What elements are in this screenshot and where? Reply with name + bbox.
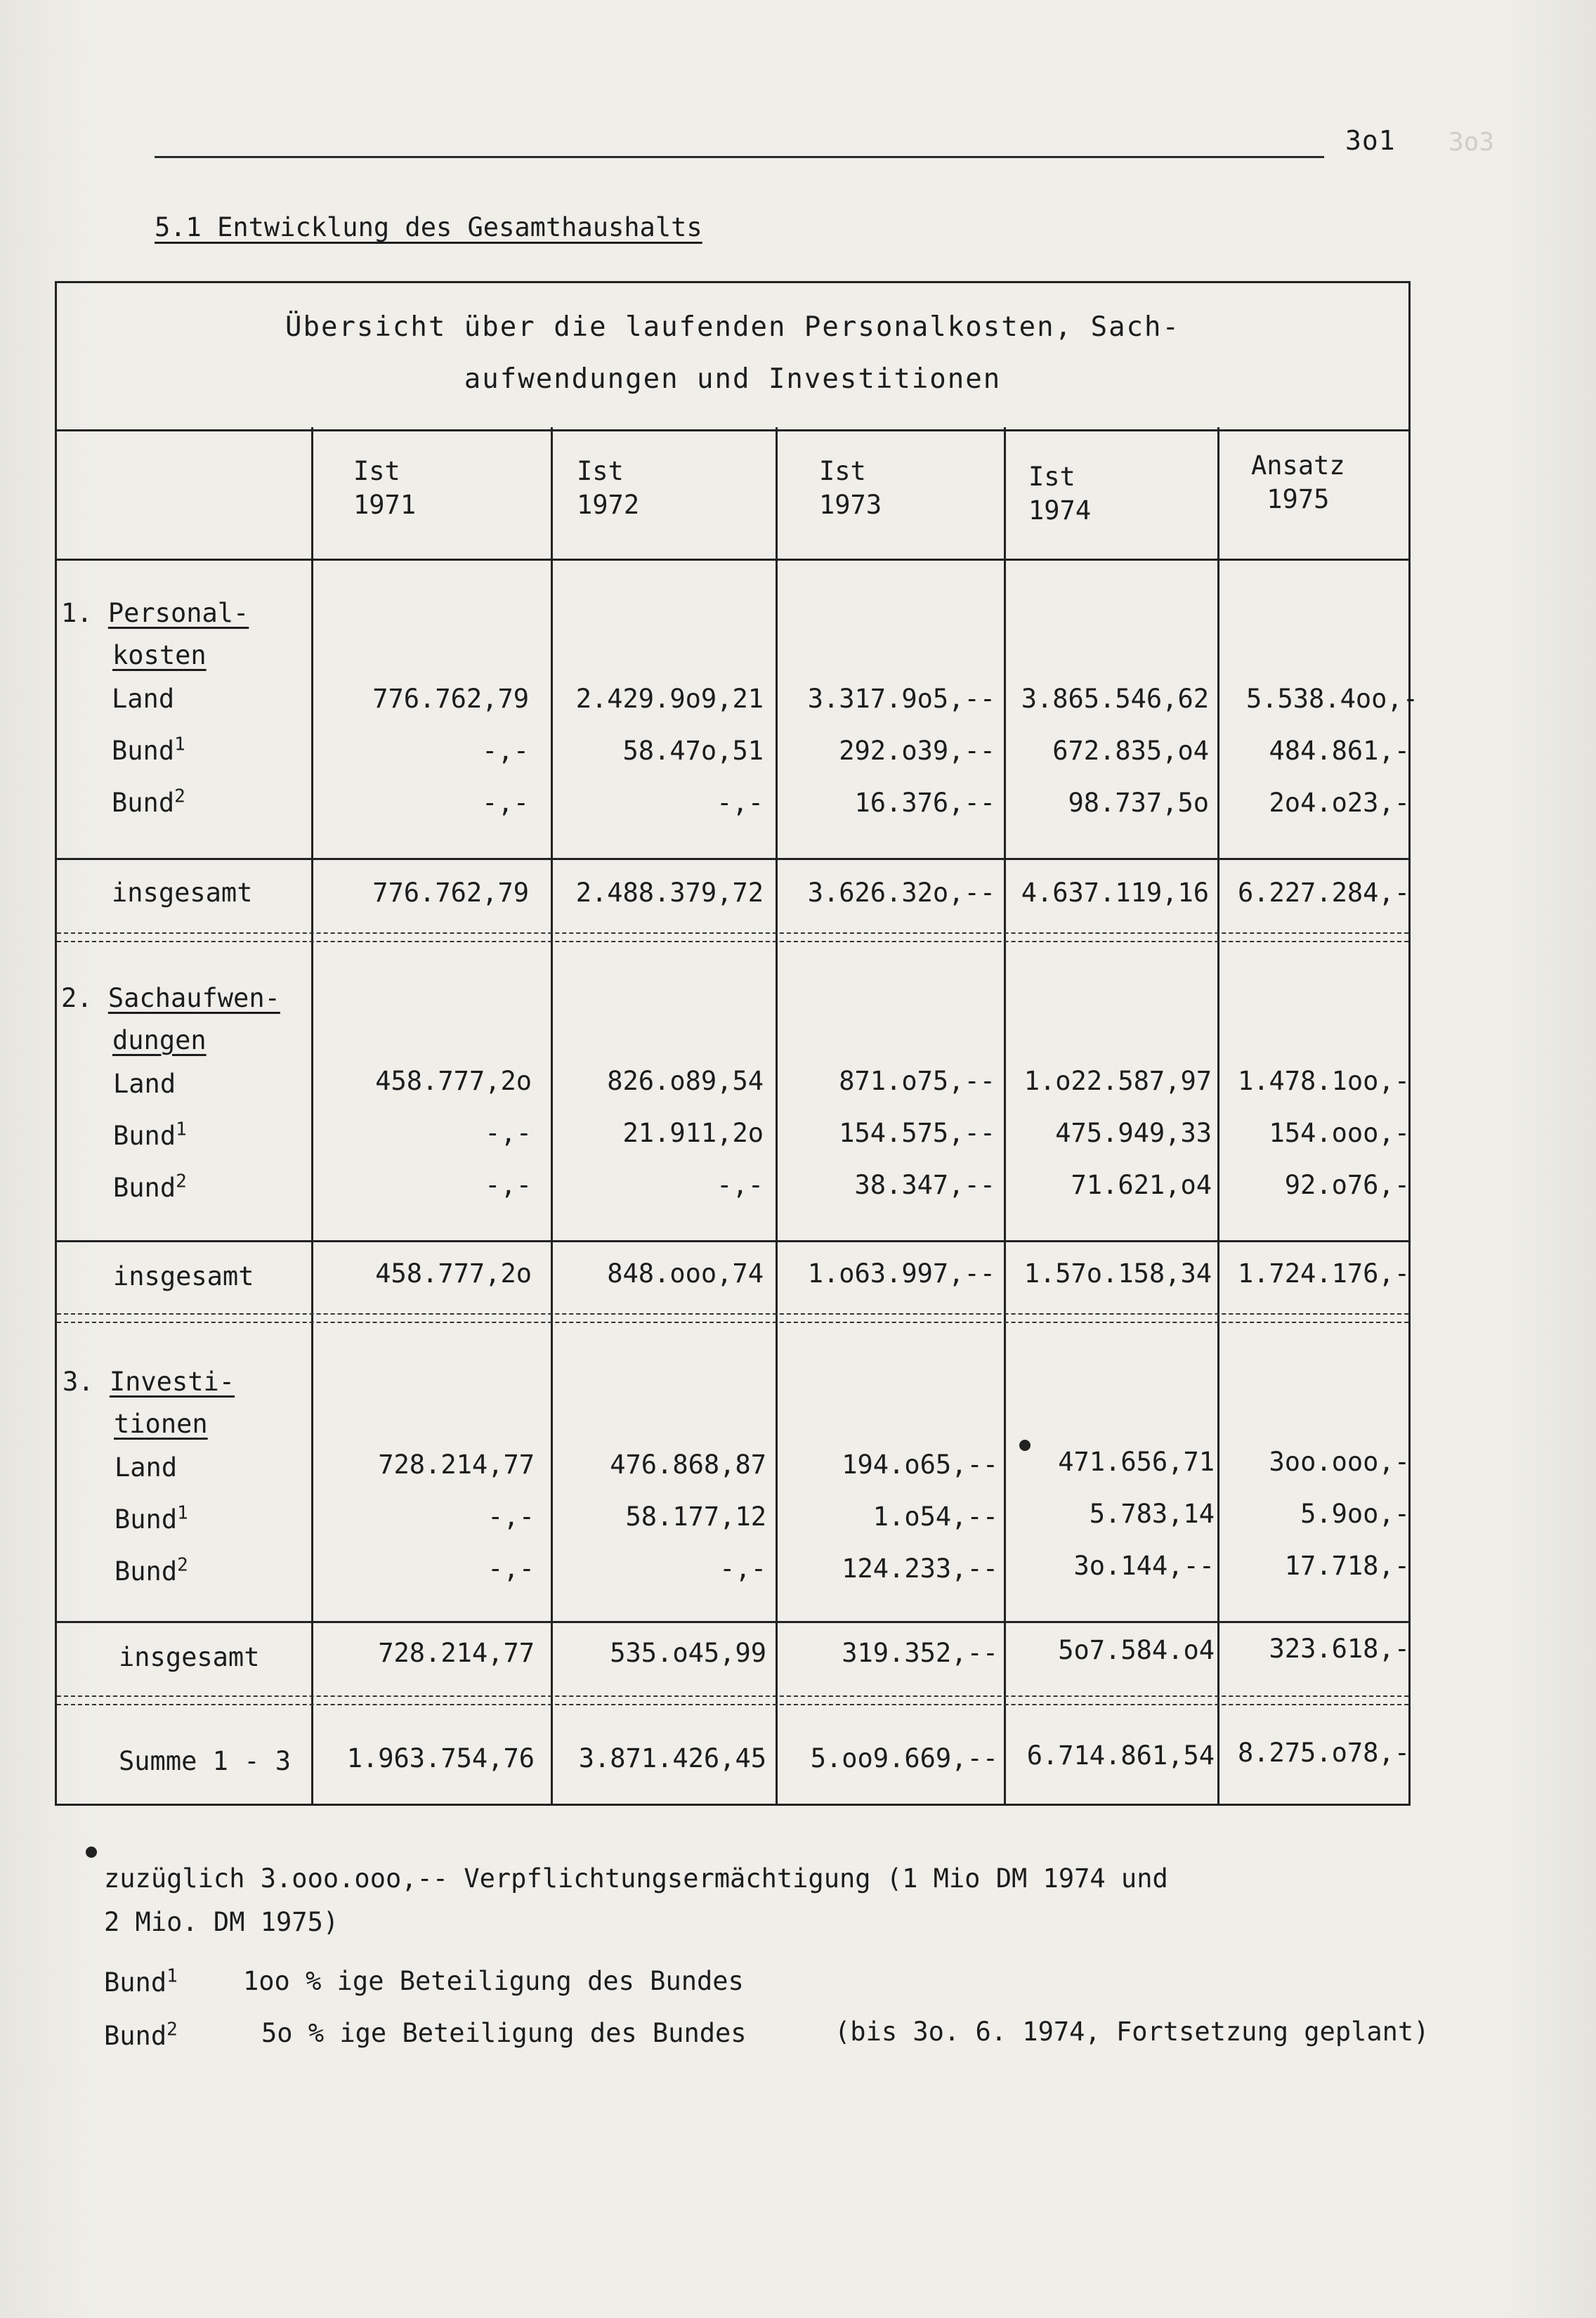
value-cell: 728.214,77: [378, 1450, 535, 1480]
total-cell: 535.o45,99: [610, 1638, 766, 1668]
value-cell: 3.317.9o5,--: [807, 684, 995, 714]
sum-cell: 3.871.426,45: [578, 1743, 766, 1773]
header-separator: [57, 559, 1408, 561]
value-cell: 776.762,79: [372, 684, 529, 714]
row-label-bund-2: Bund$^2$: [112, 786, 185, 818]
column-header-1975: Ansatz 1975: [1251, 450, 1345, 514]
value-cell: 3oo.ooo,-: [1269, 1447, 1410, 1477]
row-label-land: Land: [112, 684, 175, 714]
value-cell: 21.911,2o: [622, 1118, 764, 1148]
value-cell: 471.656,71: [1058, 1447, 1215, 1477]
row-label-land: Land: [113, 1069, 176, 1099]
value-cell: 38.347,--: [854, 1170, 995, 1200]
footnote-marker-dot: [1019, 1440, 1031, 1451]
value-cell: -,-: [488, 1554, 535, 1584]
total-cell: 1.724.176,-: [1237, 1258, 1410, 1289]
value-cell: -,-: [482, 788, 529, 818]
column-header-1973: Ist 1973: [819, 456, 882, 520]
table-title-box: [57, 283, 1408, 431]
legend-bund-1-text: 1oo % ige Beteiligung des Bundes: [243, 1966, 744, 1996]
value-cell: 475.949,33: [1055, 1118, 1212, 1148]
value-cell: -,-: [485, 1118, 532, 1148]
column-divider: [311, 427, 313, 1804]
value-cell: 2o4.o23,-: [1269, 788, 1410, 818]
subtotal-separator: [57, 858, 1408, 860]
value-cell: 92.o76,-: [1284, 1170, 1410, 1200]
total-cell: 319.352,--: [842, 1638, 998, 1668]
subtotal-separator: [57, 1621, 1408, 1623]
value-cell: 154.575,--: [839, 1118, 995, 1148]
value-cell: 58.47o,51: [622, 736, 764, 766]
bleed-through-page-number: 3o3: [1448, 128, 1495, 157]
section-double-rule: [57, 932, 1408, 942]
value-cell: 3.865.546,62: [1021, 684, 1209, 714]
value-cell: 3o.144,--: [1073, 1551, 1215, 1581]
value-cell: 826.o89,54: [607, 1066, 764, 1096]
section-double-rule: [57, 1695, 1408, 1705]
value-cell: 672.835,o4: [1052, 736, 1209, 766]
value-cell: 458.777,2o: [375, 1066, 532, 1096]
column-divider: [1004, 427, 1006, 1804]
value-cell: 5.9oo,-: [1300, 1499, 1410, 1529]
total-cell: 728.214,77: [378, 1638, 535, 1668]
total-cell: 5o7.584.o4: [1058, 1635, 1215, 1665]
column-header-1972: Ist 1972: [577, 456, 640, 520]
total-cell: 1.57o.158,34: [1023, 1258, 1212, 1289]
sum-cell: 5.oo9.669,--: [810, 1743, 998, 1773]
value-cell: -,-: [717, 788, 764, 818]
section-double-rule: [57, 1313, 1408, 1323]
total-cell: 2.488.379,72: [575, 878, 764, 908]
total-cell: 458.777,2o: [375, 1258, 532, 1289]
sum-cell: 8.275.o78,-: [1237, 1738, 1410, 1768]
value-cell: 1.o22.587,97: [1023, 1066, 1212, 1096]
value-cell: 871.o75,--: [839, 1066, 995, 1096]
legend-bund-2-text: 5o % ige Beteiligung des Bundes: [261, 2018, 747, 2048]
legend-bund-2-label: Bund$^2$: [104, 2019, 178, 2051]
header-rule: [155, 156, 1324, 158]
total-label: insgesamt: [112, 878, 253, 908]
section-3-label: 3. Investi- tionen: [63, 1367, 235, 1439]
column-header-1971: Ist 1971: [353, 456, 417, 520]
total-cell: 1.o63.997,--: [807, 1258, 995, 1289]
page-number: 3o1: [1345, 125, 1396, 156]
total-label: insgesamt: [119, 1642, 260, 1672]
table-title-line-2: aufwendungen und Investitionen: [464, 363, 1002, 395]
column-divider: [1217, 427, 1219, 1804]
budget-table: [55, 281, 1418, 1806]
value-cell: 16.376,--: [854, 788, 995, 818]
value-cell: 98.737,5o: [1068, 788, 1209, 818]
footnote-marker-dot: [86, 1847, 97, 1858]
total-cell: 6.227.284,-: [1237, 878, 1410, 908]
subtotal-separator: [57, 1240, 1408, 1242]
value-cell: -,-: [717, 1170, 764, 1200]
value-cell: 5.783,14: [1089, 1499, 1215, 1529]
value-cell: 71.621,o4: [1071, 1170, 1212, 1200]
total-cell: 323.618,-: [1269, 1634, 1410, 1664]
value-cell: 476.868,87: [610, 1450, 766, 1480]
total-cell: 4.637.119,16: [1021, 878, 1209, 908]
value-cell: 1.478.1oo,-: [1237, 1066, 1410, 1096]
section-1-label: 1. Personal- kosten: [61, 598, 249, 670]
sum-cell: 6.714.861,54: [1026, 1740, 1215, 1771]
section-heading: 5.1 Entwicklung des Gesamthaushalts: [155, 212, 702, 242]
value-cell: 484.861,-: [1269, 736, 1410, 766]
footnote-line-2: 2 Mio. DM 1975): [104, 1907, 339, 1937]
column-divider: [776, 427, 778, 1804]
row-label-bund-1: Bund$^1$: [115, 1502, 188, 1535]
total-cell: 776.762,79: [372, 878, 529, 908]
row-label-bund-1: Bund$^1$: [112, 734, 185, 766]
value-cell: 5.538.4oo,-: [1245, 684, 1418, 714]
row-label-bund-1: Bund$^1$: [113, 1119, 187, 1151]
section-2-label: 2. Sachaufwen- dungen: [61, 983, 280, 1055]
value-cell: 154.ooo,-: [1269, 1118, 1410, 1148]
value-cell: 124.233,--: [842, 1554, 998, 1584]
value-cell: 292.o39,--: [839, 736, 995, 766]
sum-label: Summe 1 - 3: [119, 1746, 292, 1776]
value-cell: 1.o54,--: [872, 1502, 998, 1532]
table-title-line-1: Übersicht über die laufenden Personalkosten, Sach-: [285, 311, 1180, 343]
legend-bund-2-extra: (bis 3o. 6. 1974, Fortsetzung geplant): [835, 2017, 1430, 2047]
value-cell: 58.177,12: [625, 1502, 766, 1532]
legend-bund-1-label: Bund$^1$: [104, 1965, 178, 1998]
value-cell: 17.718,-: [1284, 1551, 1410, 1581]
footnote-line-1: zuzüglich 3.ooo.ooo,-- Verpflichtungsermächtigung (1 Mio DM 1974 und: [104, 1863, 1168, 1894]
total-label: insgesamt: [113, 1261, 254, 1291]
column-divider: [551, 427, 553, 1804]
value-cell: 194.o65,--: [842, 1450, 998, 1480]
row-label-bund-2: Bund$^2$: [113, 1171, 187, 1203]
value-cell: -,-: [482, 736, 529, 766]
row-label-bund-2: Bund$^2$: [115, 1554, 188, 1587]
sum-cell: 1.963.754,76: [346, 1743, 535, 1773]
value-cell: -,-: [719, 1554, 766, 1584]
total-cell: 848.ooo,74: [607, 1258, 764, 1289]
total-cell: 3.626.32o,--: [807, 878, 995, 908]
value-cell: -,-: [488, 1502, 535, 1532]
value-cell: -,-: [485, 1170, 532, 1200]
column-header-1974: Ist 1974: [1028, 462, 1092, 526]
row-label-land: Land: [115, 1452, 178, 1483]
value-cell: 2.429.9o9,21: [575, 684, 764, 714]
